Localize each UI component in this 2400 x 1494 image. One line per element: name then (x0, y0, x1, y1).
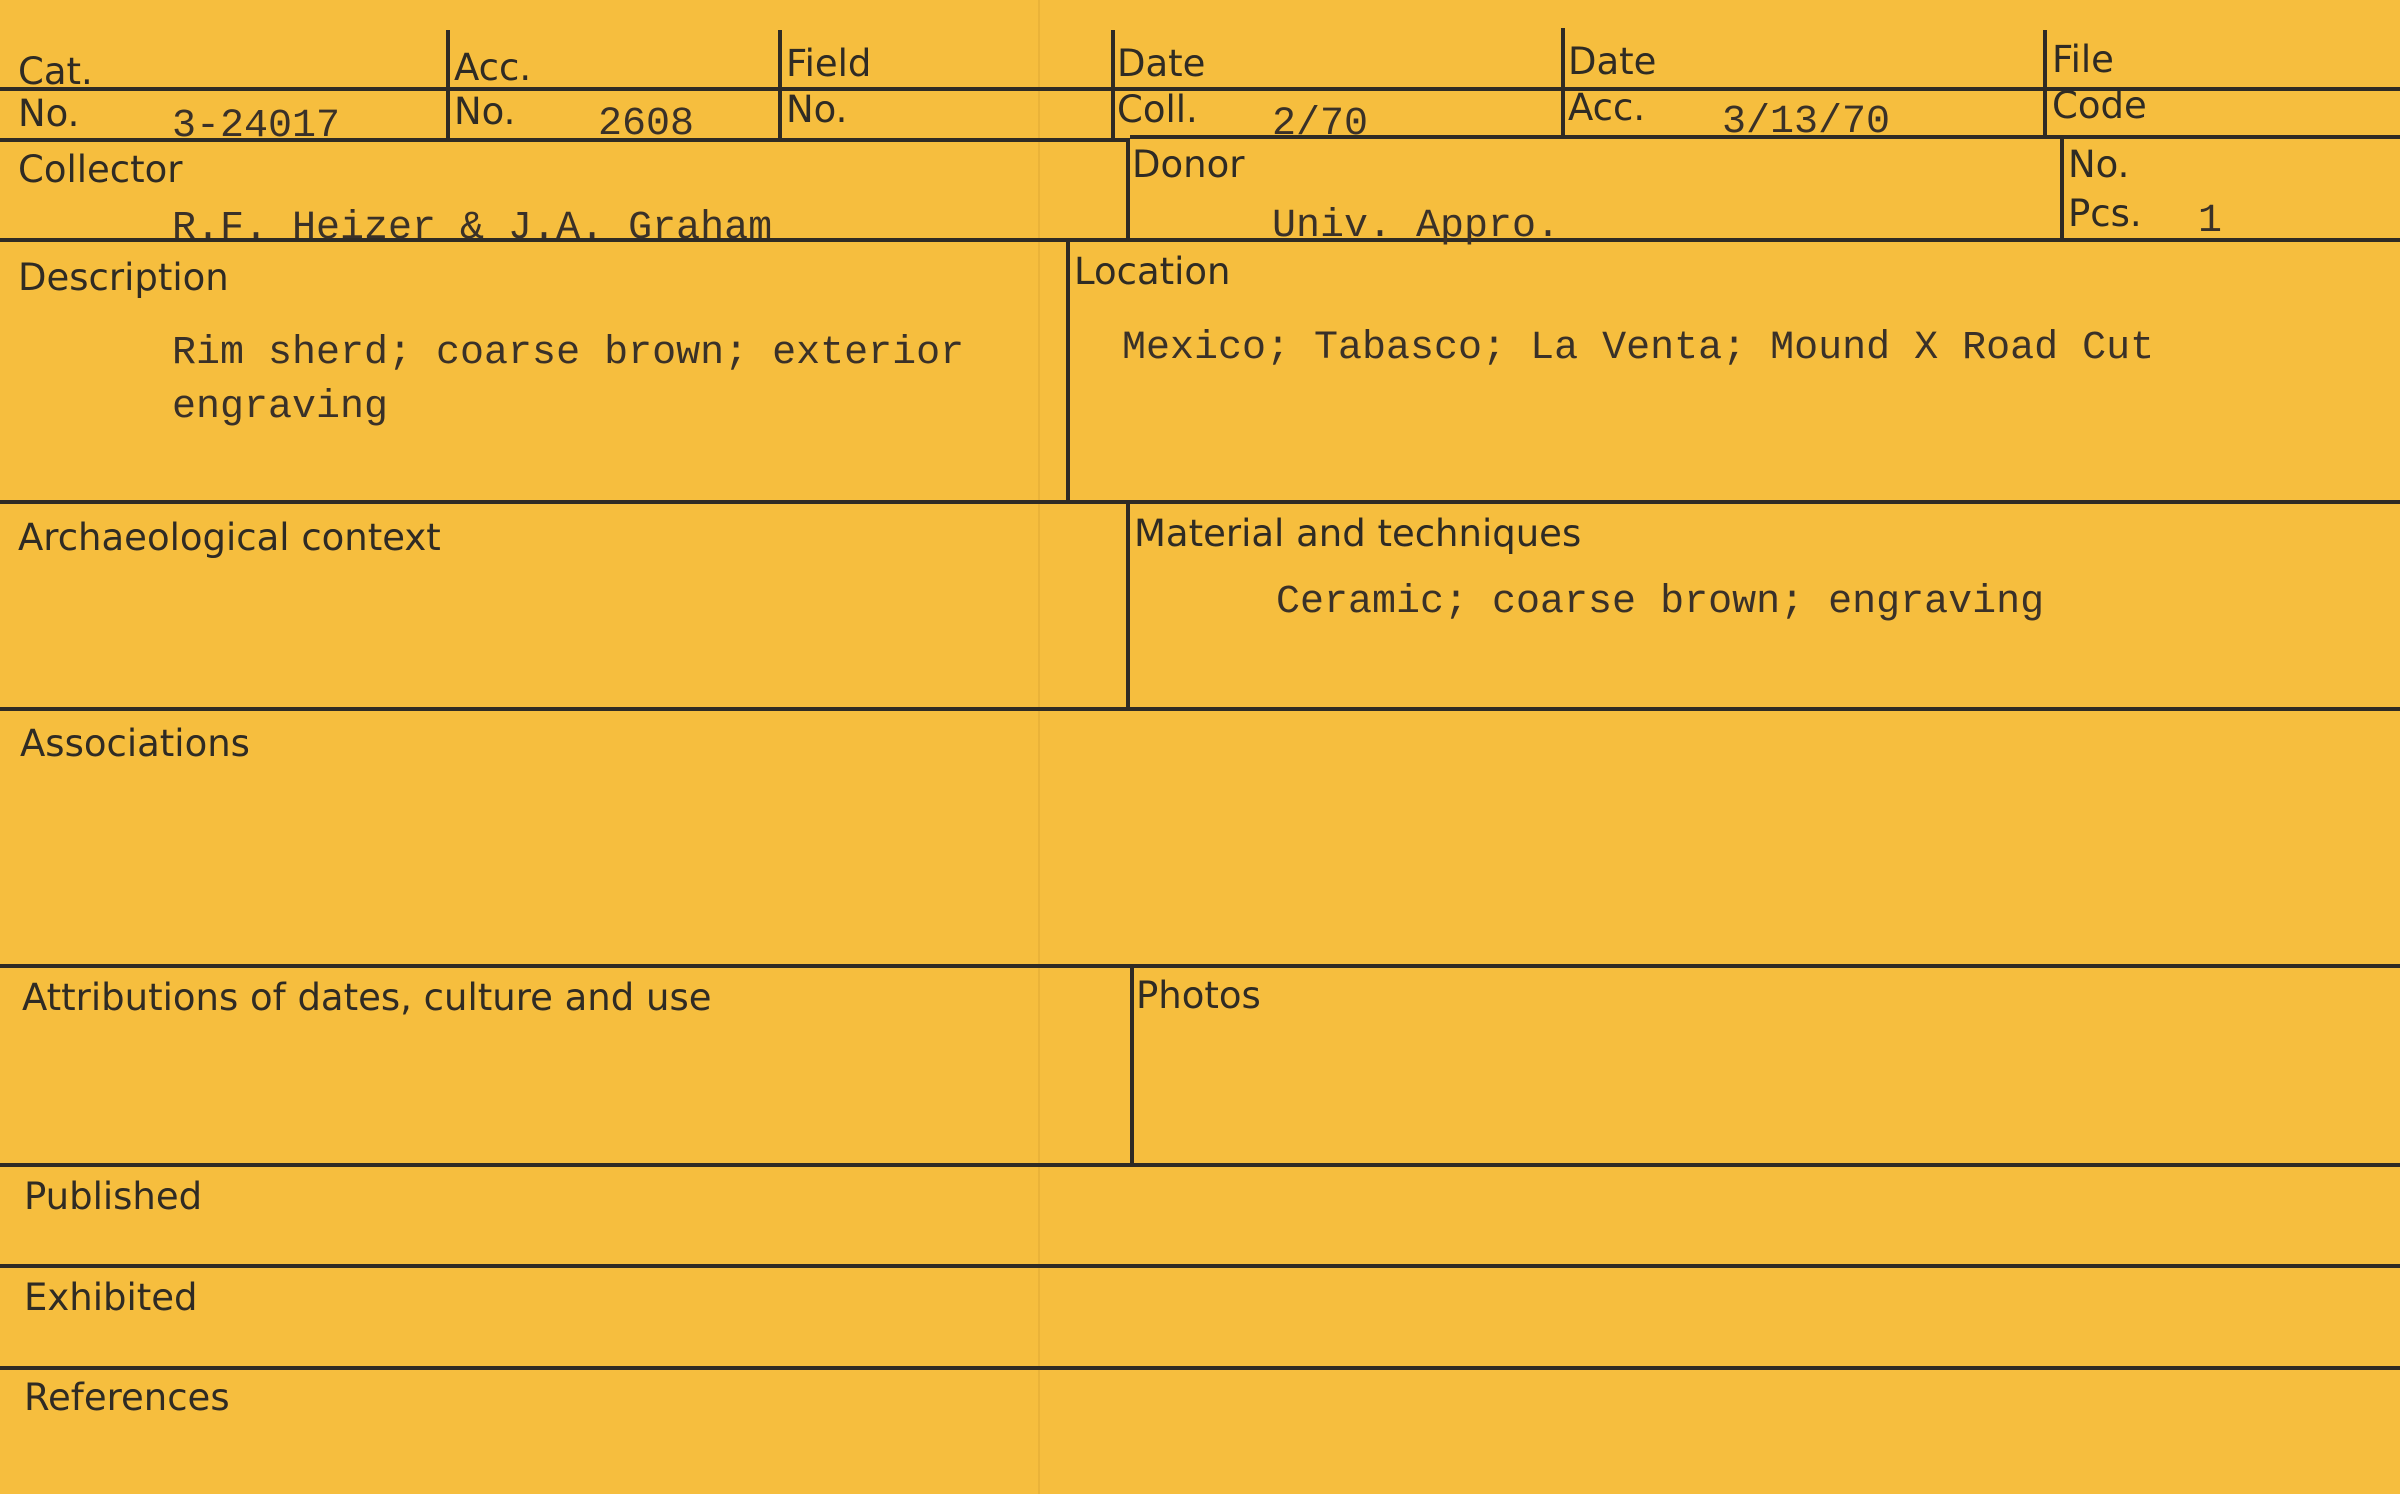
no-pcs-label-2: Pcs. (2068, 192, 2142, 235)
acc-label-1: Acc. (454, 46, 532, 89)
attributions-label: Attributions of dates, culture and use (22, 976, 712, 1019)
location-label: Location (1074, 250, 1231, 293)
date-acc-value: 3/13/70 (1722, 100, 1891, 145)
exhibited-label: Exhibited (24, 1276, 198, 1319)
divider-donor-pcs (2060, 135, 2064, 240)
date-coll-label-2: Coll. (1117, 88, 1198, 131)
references-label: References (24, 1376, 230, 1419)
paper-fold (1038, 0, 1040, 1494)
divider-description-location (1066, 240, 1070, 502)
description-line-2: engraving (172, 385, 389, 430)
field-label-2: No. (786, 88, 848, 131)
divider-datecoll-dateacc (1561, 28, 1565, 138)
material-techniques-label: Material and techniques (1134, 512, 1582, 555)
rule-attributions-bottom (0, 1163, 2400, 1167)
rule-header-top (0, 87, 2400, 91)
rule-published-bottom (0, 1264, 2400, 1268)
divider-cat-acc (446, 30, 450, 142)
no-pcs-label-1: No. (2068, 143, 2130, 186)
date-coll-label-1: Date (1117, 42, 1206, 85)
field-label-1: Field (786, 42, 872, 85)
donor-value: Univ. Appro. (1272, 204, 1561, 249)
divider-dateacc-filecode (2043, 30, 2047, 138)
acc-label-2: No. (454, 90, 516, 133)
rule-exhibited-bottom (0, 1366, 2400, 1370)
collector-value: R.F. Heizer & J.A. Graham (172, 206, 773, 251)
rule-associations-bottom (0, 964, 2400, 968)
date-acc-label-2: Acc. (1568, 86, 1646, 129)
file-code-label-2: Code (2052, 84, 2147, 127)
rule-context-bottom (0, 707, 2400, 711)
divider-attributions-photos (1130, 966, 1134, 1165)
donor-label: Donor (1132, 143, 1245, 186)
no-pcs-value: 1 (2198, 199, 2223, 244)
collector-label: Collector (18, 148, 183, 191)
photos-label: Photos (1136, 974, 1261, 1017)
divider-collector-donor (1126, 138, 1130, 240)
file-code-label-1: File (2052, 38, 2114, 81)
divider-acc-field (778, 30, 782, 140)
archaeological-context-label: Archaeological context (18, 516, 441, 559)
date-acc-label-1: Date (1568, 40, 1657, 83)
rule-header-left (0, 138, 1130, 142)
cat-label-2: No. (18, 92, 80, 135)
cat-label-1: Cat. (18, 50, 93, 93)
acc-no-value: 2608 (598, 102, 695, 147)
divider-field-datecoll (1111, 30, 1115, 140)
material-techniques-value: Ceramic; coarse brown; engraving (1276, 580, 2045, 625)
divider-context-material (1126, 502, 1130, 709)
rule-description-bottom (0, 500, 2400, 504)
cat-no-value: 3-24017 (172, 104, 341, 149)
associations-label: Associations (20, 722, 250, 765)
published-label: Published (24, 1175, 203, 1218)
description-label: Description (18, 256, 229, 299)
location-value: Mexico; Tabasco; La Venta; Mound X Road Cut (1122, 326, 2155, 371)
description-line-1: Rim sherd; coarse brown; exterior (172, 331, 965, 376)
date-coll-value: 2/70 (1272, 102, 1369, 147)
